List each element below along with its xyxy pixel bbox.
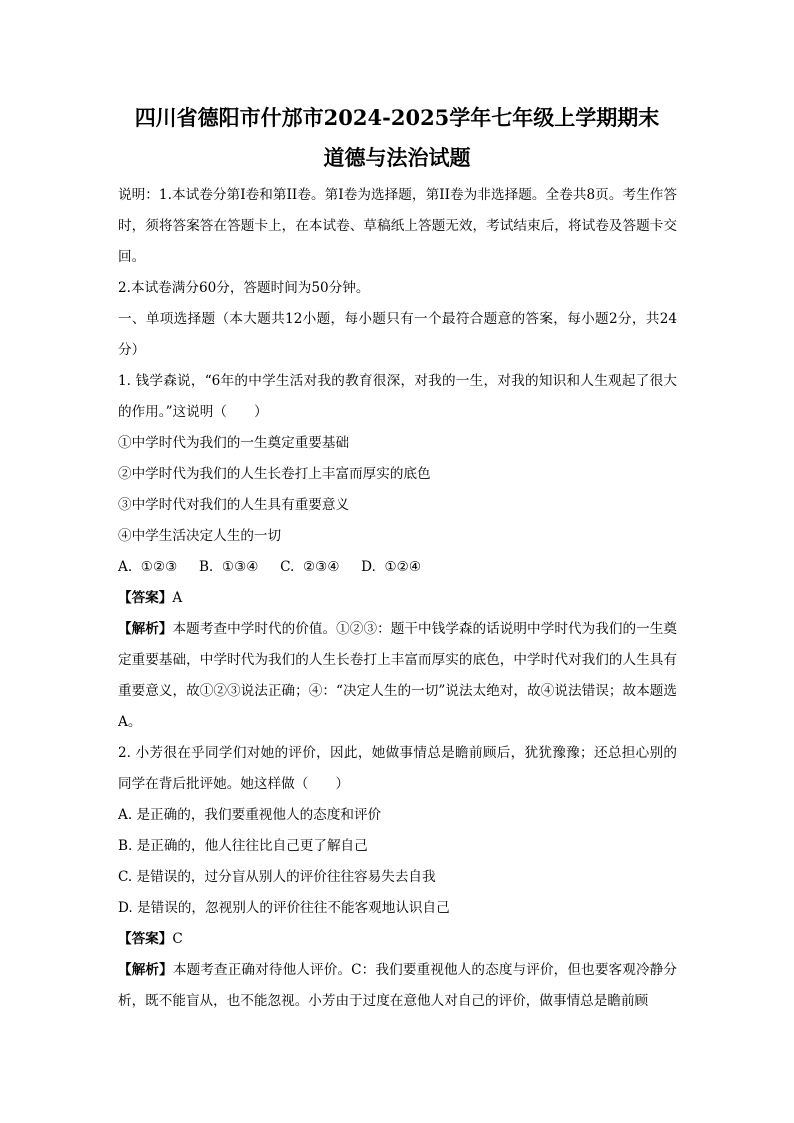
instructions-paragraph-1: 说明：1.本试卷分第I卷和第II卷。第I卷为选择题，第II卷为非选择题。全卷共8页。考生作答时，须将答案答在答题卡上，在本试卷、草稿纸上答题无效，考试结束后，将试卷及答题卡交回。	[118, 187, 677, 265]
answer-line	[118, 583, 677, 614]
answer-line	[118, 924, 677, 955]
analysis-text: 本题考查中学时代的价值。①②③：题干中钱学森的话说明中学时代为我们的一生奠定重要基础，中学时代为我们的人生长卷打上丰富而厚实的底色，中学时代对我们的人生具有重要意义，故①②③说法正确；④：“决定人生的一切”说法太绝对，故④说法错误；故本题选A。	[118, 621, 678, 730]
analysis-paragraph	[118, 955, 677, 1017]
question-2	[118, 738, 677, 1017]
option-b: B. 是正确的，他人往往比自己更了解自己	[118, 838, 368, 854]
answer-tag: 【答案】	[118, 590, 173, 606]
option-d: D. 是错误的，忽视别人的评价往往不能客观地认识自己	[118, 900, 450, 916]
question-stem: 1. 钱学森说，“6年的中学生活对我的教育很深，对我的一生，对我的知识和人生观起了很大的作用。”这说明（ ）	[118, 373, 677, 420]
answer-value: C	[172, 931, 183, 947]
statement-3: ③中学时代对我们的人生具有重要意义	[118, 497, 350, 513]
statement-1: ①中学时代为我们的一生奠定重要基础	[118, 435, 350, 451]
question-1	[118, 366, 677, 738]
analysis-text: 本题考查正确对待他人评价。C：我们要重视他人的态度与评价，但也要客观冷静分析，既不能盲从，也不能忽视。小芳由于过度在意他人对自己的评价，做事情总是瞻前顾	[118, 962, 677, 1009]
statement-4: ④中学生活决定人生的一切	[118, 528, 282, 544]
instructions-paragraph-2: 2.本试卷满分60分，答题时间为50分钟。	[118, 280, 370, 296]
document-body	[118, 180, 677, 1017]
analysis-tag: 【解析】	[118, 962, 173, 978]
answer-value: A	[172, 590, 183, 606]
choice-options: A. ①②③ B. ①③④ C. ②③④ D. ①②④	[118, 559, 422, 575]
option-c: C. 是错误的，过分盲从别人的评价往往容易失去自我	[118, 869, 436, 885]
statement-2: ②中学时代为我们的人生长卷打上丰富而厚实的底色	[118, 466, 431, 482]
page-title: 四川省德阳市什邡市2024-2025学年七年级上学期期末	[134, 105, 660, 130]
page-subtitle: 道德与法治试题	[323, 145, 471, 170]
analysis-paragraph	[118, 614, 677, 738]
option-a: A. 是正确的，我们要重视他人的态度和评价	[118, 807, 382, 823]
question-stem: 2. 小芳很在乎同学们对她的评价，因此，她做事情总是瞻前顾后，犹犹豫豫；还总担心别的同学在背后批评她。她这样做（ ）	[118, 745, 677, 792]
analysis-tag: 【解析】	[118, 621, 173, 637]
answer-tag: 【答案】	[118, 931, 173, 947]
section-heading: 一、单项选择题（本大题共12小题，每小题只有一个最符合题意的答案，每小题2分，共24分）	[118, 311, 677, 358]
